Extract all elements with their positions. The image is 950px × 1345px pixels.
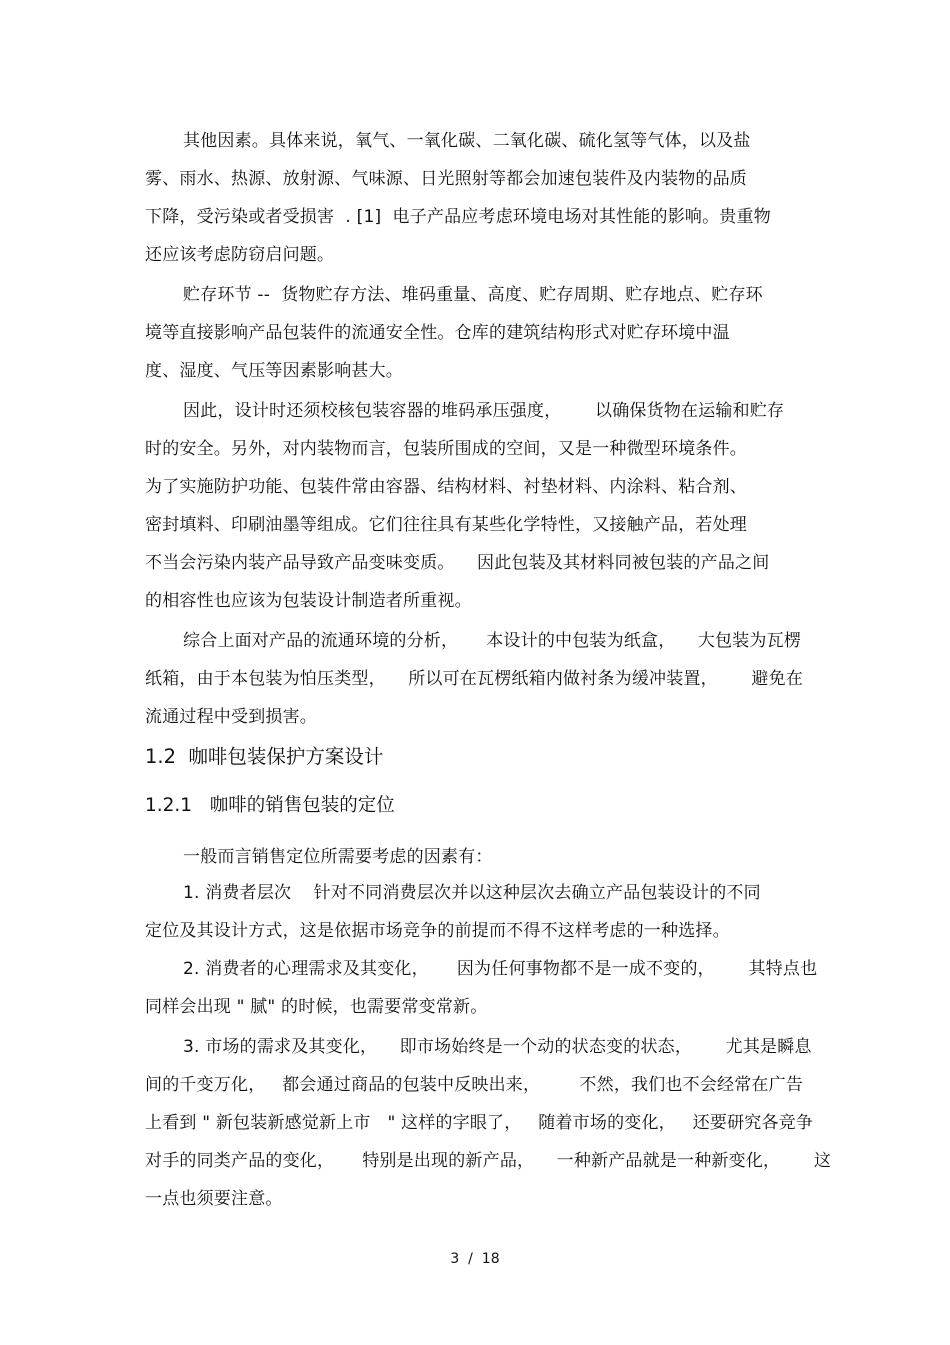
text-line: 流通过程中受到损害。 [145,707,317,727]
text-line: 纸箱，由于本包装为怕压类型， 所以可在瓦楞纸箱内做衬条为缓冲装置， 避免在 [145,669,804,689]
text-line: 下降，受污染或者受损害 . [1] 电子产品应考虑环境电场对其性能的影响。贵重物 [145,207,771,227]
text-line: 还应该考虑防窃启问题。 [145,245,335,265]
text-line: 因此，设计时还须校核包装容器的堆码承压强度， 以确保货物在运输和贮存 [183,401,785,421]
text-line: 的相容性也应该为包装设计制造者所重视。 [145,591,472,611]
text-line: 一般而言销售定位所需要考虑的因素有： [183,847,493,867]
text-line: 定位及其设计方式，这是依据市场竞争的前提而不得不这样考虑的一种选择。 [145,921,730,941]
text-line: 一点也须要注意。 [145,1189,283,1209]
text-line: 同样会出现 " 腻" 的时候，也需要常变常新。 [145,997,488,1017]
text-line: 为了实施防护功能、包装件常由容器、结构材料、衬垫材料、内涂料、粘合剂、 [145,477,747,497]
text-line: 境等直接影响产品包装件的流通安全性。仓库的建筑结构形式对贮存环境中温 [145,323,730,343]
page-number: 3 / 18 [450,1251,500,1267]
text-line: 雾、雨水、热源、放射源、气味源、日光照射等都会加速包装件及内装物的品质 [145,169,747,189]
text-line: 密封填料、印刷油墨等组成。它们往往具有某些化学特性，又接触产品，若处理 [145,515,747,535]
text-line: 上看到 " 新包装新感觉新上市 " 这样的字眼了， 随着市场的变化， 还要研究各竞争 [145,1113,814,1133]
text-line: 综合上面对产品的流通环境的分析， 本设计的中包装为纸盒， 大包装为瓦楞 [183,631,802,651]
text-line: 对手的同类产品的变化， 特别是出现的新产品， 一种新产品就是一种新变化， 这 [145,1151,832,1171]
text-line: 时的安全。另外，对内装物而言，包装所围成的空间，又是一种微型环境条件。 [145,439,747,459]
text-line: 其他因素。具体来说，氧气、一氧化碳、二氧化碳、硫化氢等气体，以及盐 [183,131,751,151]
text-line: 度、湿度、气压等因素影响甚大。 [145,361,403,381]
text-line: 不当会污染内装产品导致产品变味变质。 因此包装及其材料同被包装的产品之间 [145,553,770,573]
text-line: 贮存环节 -- 货物贮存方法、堆码重量、高度、贮存周期、贮存地点、贮存环 [183,285,763,305]
subsection-heading: 1.2.1 咖啡的销售包装的定位 [145,795,395,816]
text-line: 2. 消费者的心理需求及其变化， 因为任何事物都不是一成不变的， 其特点也 [183,959,818,979]
text-line: 3. 市场的需求及其变化， 即市场始终是一个动的状态变的状态， 尤其是瞬息 [183,1037,812,1057]
text-line: 1. 消费者层次 针对不同消费层次并以这种层次去确立产品包装设计的不同 [183,883,761,903]
text-line: 间的千变万化， 都会通过商品的包装中反映出来， 不然，我们也不会经常在广告 [145,1075,804,1095]
section-heading: 1.2 咖啡包装保护方案设计 [145,745,384,768]
